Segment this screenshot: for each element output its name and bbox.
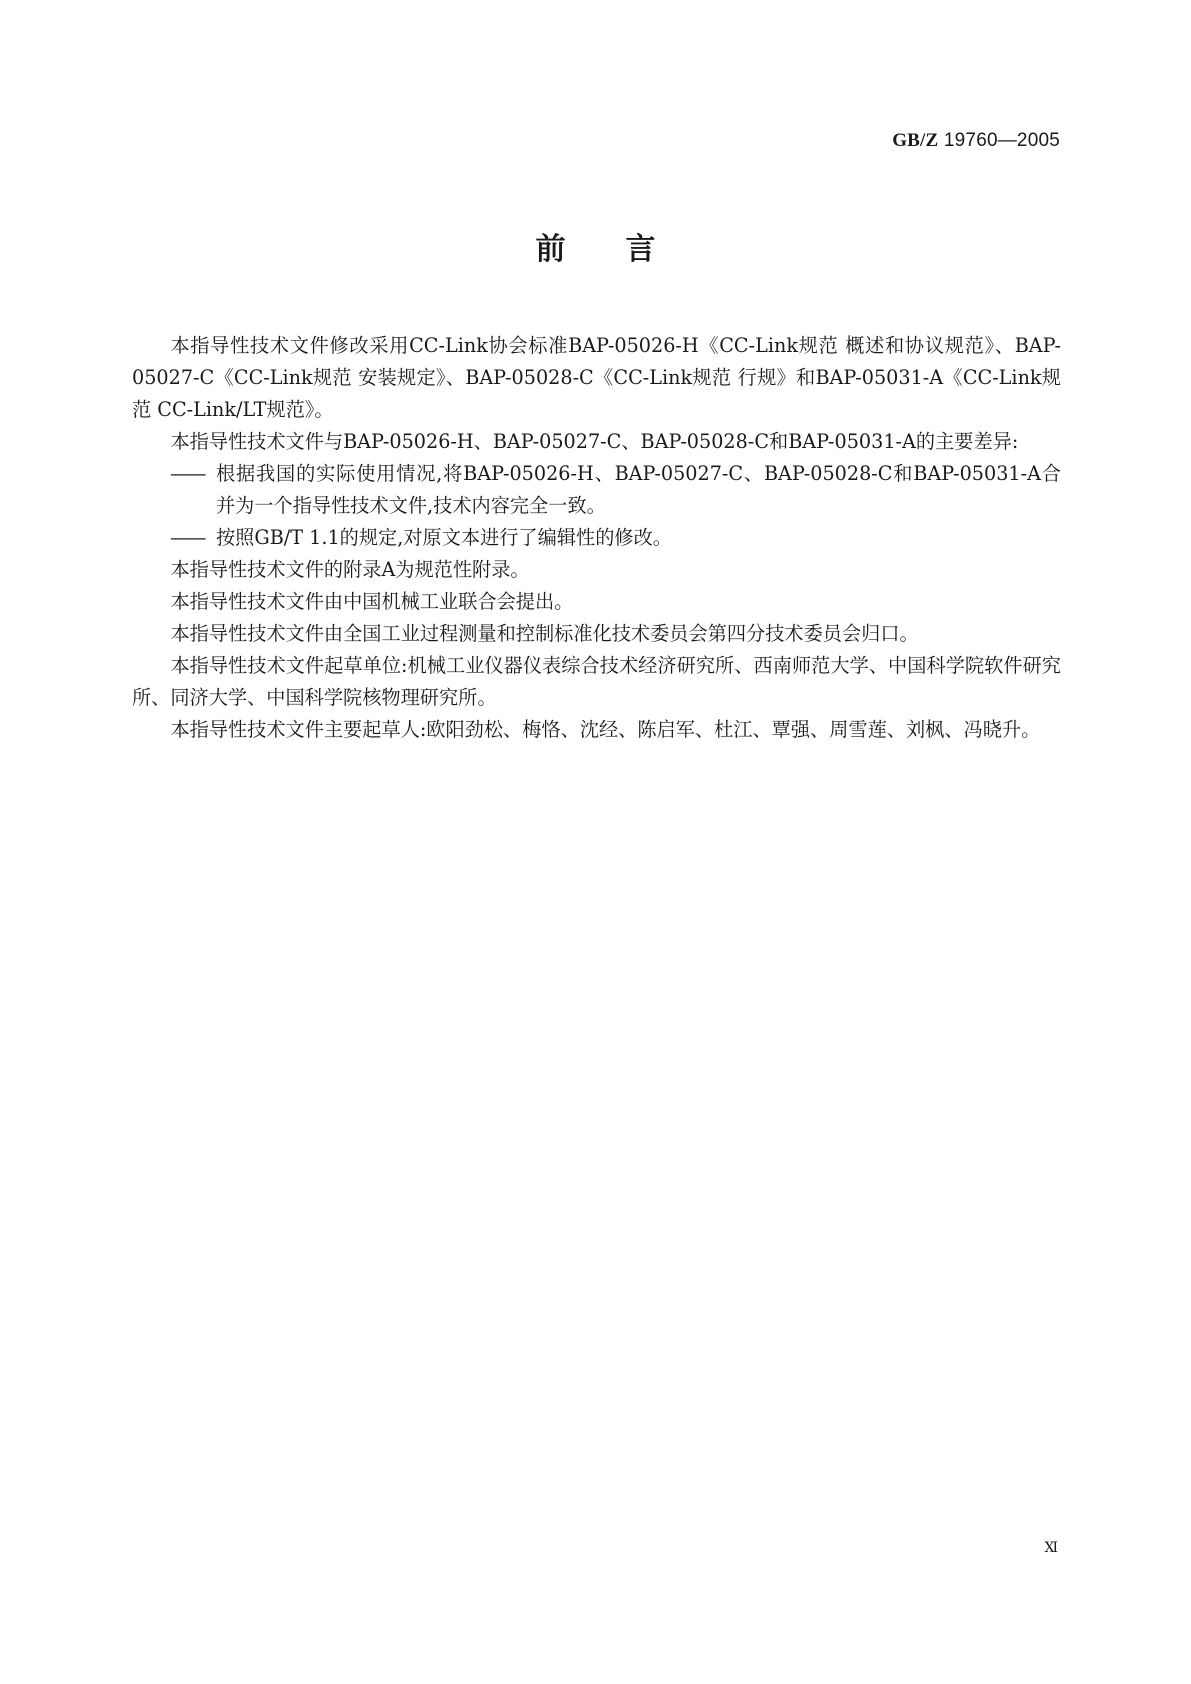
list-item-text: 根据我国的实际使用情况,将BAP-05026-H、BAP-05027-C、BAP-05028-C和BAP-05031-A合并为一个指导性技术文件,技术内容完全一致。 <box>216 462 1061 517</box>
paragraph-differences: 本指导性技术文件与BAP-05026-H、BAP-05027-C、BAP-05028-C和BAP-05031-A的主要差异: <box>170 430 1019 453</box>
paragraph-annex: 本指导性技术文件的附录A为规范性附录。 <box>170 558 530 581</box>
page-title: 前言 <box>535 232 716 267</box>
paragraph-proposed-by: 本指导性技术文件由中国机械工业联合会提出。 <box>170 590 574 613</box>
list-item-text: 按照GB/T 1.1的规定,对原文本进行了编辑性的修改。 <box>216 526 672 549</box>
paragraph-drafting-units: 本指导性技术文件起草单位:机械工业仪器仪表综合技术经济研究所、西南师范大学、中国科学院软件研究所、同济大学、中国科学院核物理研究所。 <box>132 654 1061 709</box>
list-item <box>132 458 1061 522</box>
list-item <box>132 522 1061 554</box>
paragraph-drafters: 本指导性技术文件主要起草人:欧阳劲松、梅恪、沈经、陈启军、杜江、覃强、周雪莲、刘枫、冯晓升。 <box>170 718 1041 741</box>
standard-code: 19760—2005 <box>943 130 1060 151</box>
paragraph-centralized-by: 本指导性技术文件由全国工业过程测量和控制标准化技术委员会第四分技术委员会归口。 <box>170 622 919 645</box>
standard-prefix: GB/Z <box>892 130 939 151</box>
page-number: Ⅺ <box>1044 1540 1058 1556</box>
foreword-body <box>132 330 1061 746</box>
dash-marker: —— <box>170 462 205 485</box>
dash-marker: —— <box>170 526 205 549</box>
standard-number <box>892 130 1060 152</box>
paragraph-adoption: 本指导性技术文件修改采用CC-Link协会标准BAP-05026-H《CC-Link规范 概述和协议规范》、BAP-05027-C《CC-Link规范 安装规定》、BAP-05028-C《CC-Link规范 行规》和BAP-05031-A《CC-Link规范 CC-Link/LT规范》。 <box>132 334 1061 421</box>
